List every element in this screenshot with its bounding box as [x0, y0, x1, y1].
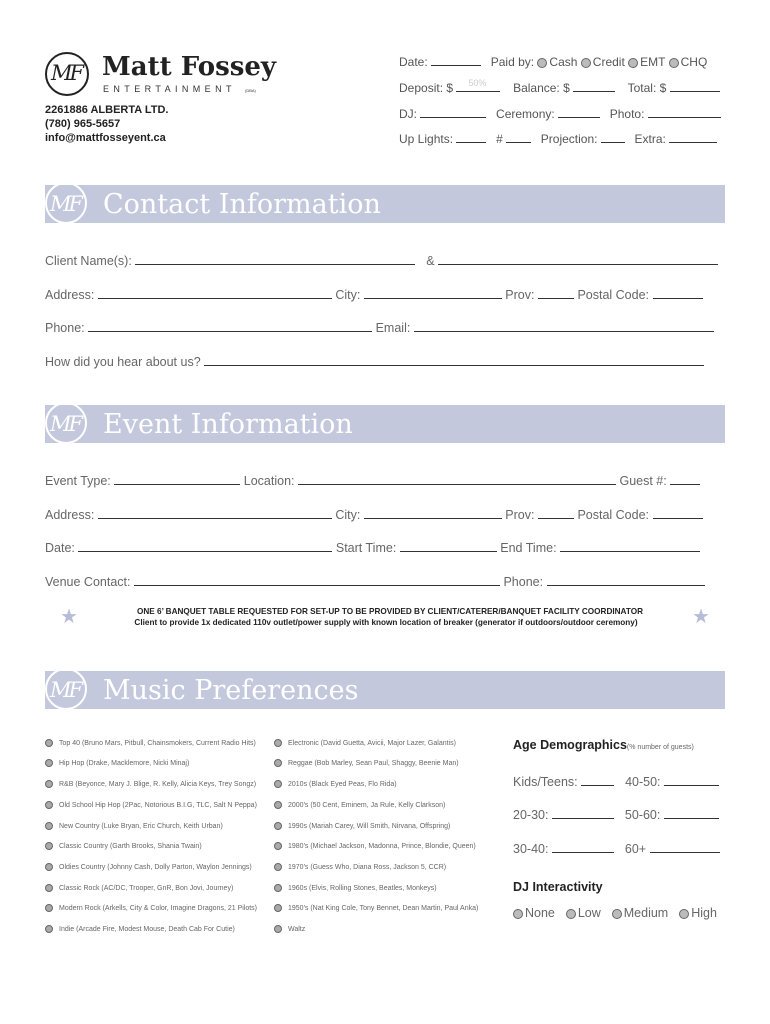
genre-checkbox-icon[interactable]: [274, 739, 282, 747]
music-genre-item[interactable]: [274, 780, 397, 788]
event-guest-label: Guest #:: [619, 474, 667, 488]
contact-phone-field[interactable]: [88, 317, 372, 332]
event-end-label: End Time:: [500, 541, 557, 555]
client-name-field-2[interactable]: [438, 250, 718, 265]
contact-row-address: [45, 284, 703, 302]
company-logo: [45, 52, 277, 102]
total-label: Total: $: [627, 81, 667, 95]
music-genre-item[interactable]: [45, 925, 235, 933]
music-genre-item[interactable]: [274, 822, 450, 830]
genre-checkbox-icon[interactable]: [45, 739, 53, 747]
mf-badge-letters: MF: [50, 192, 81, 216]
ceremony-label: Ceremony:: [496, 107, 555, 121]
contact-address-label: Address:: [45, 288, 95, 302]
payment-row-1: [399, 51, 707, 69]
venue-contact-field[interactable]: [134, 571, 500, 586]
genre-label: Modern Rock (Arkells, City & Color, Imagine Dragons, 21 Pilots): [59, 904, 258, 912]
venue-contact-label: Venue Contact:: [45, 575, 131, 589]
event-address-field[interactable]: [98, 504, 332, 519]
photo-label: Photo:: [609, 107, 645, 121]
genre-label: Top 40 (Bruno Mars, Pitbull, Chainsmokers, Current Radio Hits): [59, 739, 256, 747]
projection-field[interactable]: [601, 128, 625, 143]
dj-field[interactable]: [420, 103, 486, 118]
music-genre-item[interactable]: [45, 842, 202, 850]
genre-label: 1970's (Guess Who, Diana Ross, Jackson 5, CCR): [288, 863, 447, 871]
age-40-50-field[interactable]: [664, 771, 719, 786]
star-left-icon: ★: [60, 606, 78, 628]
age-row-3: [513, 838, 720, 856]
genre-checkbox-icon[interactable]: [274, 925, 282, 933]
contact-prov-field[interactable]: [538, 284, 574, 299]
genre-checkbox-icon[interactable]: [45, 801, 53, 809]
genre-checkbox-icon[interactable]: [45, 904, 53, 912]
event-date-field[interactable]: [78, 537, 332, 552]
genre-label: Waltz: [288, 925, 306, 933]
contact-postal-field[interactable]: [653, 284, 703, 299]
age-40-50-label: 40-50:: [625, 775, 661, 789]
photo-field[interactable]: [648, 103, 721, 118]
radio-medium[interactable]: [612, 909, 622, 919]
event-type-label: Event Type:: [45, 474, 111, 488]
option-high-label: High: [691, 906, 717, 920]
company-email: info@mattfosseyent.ca: [45, 132, 166, 144]
company-name: Matt Fossey: [102, 52, 277, 82]
contact-row-heard: [45, 351, 704, 369]
age-50-60-field[interactable]: [664, 804, 719, 819]
dj-interactivity-title: DJ Interactivity: [513, 880, 603, 894]
genre-checkbox-icon[interactable]: [274, 863, 282, 871]
genre-checkbox-icon[interactable]: [274, 842, 282, 850]
event-guest-field[interactable]: [670, 470, 700, 485]
company-phone: (780) 965-5657: [45, 118, 121, 130]
contact-row-phone: [45, 317, 714, 335]
event-postal-field[interactable]: [653, 504, 703, 519]
contact-section-banner: [45, 185, 725, 223]
balance-field[interactable]: [573, 77, 615, 92]
deposit-hint: 50%: [468, 78, 487, 88]
option-cash-label: Cash: [549, 55, 578, 69]
radio-high[interactable]: [679, 909, 689, 919]
music-genre-item[interactable]: [45, 780, 256, 788]
extra-label: Extra:: [634, 132, 666, 146]
music-genre-item[interactable]: [274, 925, 305, 933]
contact-section-title: Contact Information: [103, 189, 381, 220]
mf-badge-letters: MF: [50, 678, 81, 702]
music-genre-item[interactable]: [274, 842, 476, 850]
option-emt-label: EMT: [640, 55, 666, 69]
dj-interactivity-options: [513, 906, 717, 920]
deposit-label: Deposit: $: [399, 81, 454, 95]
event-row-date: [45, 537, 700, 555]
date-label: Date:: [399, 55, 428, 69]
genre-label: Classic Rock (AC/DC, Trooper, GnR, Bon Jovi, Journey): [59, 884, 234, 892]
option-credit-label: Credit: [592, 55, 625, 69]
genre-checkbox-icon[interactable]: [274, 904, 282, 912]
contact-city-field[interactable]: [364, 284, 502, 299]
logo-initials: MF: [51, 61, 82, 85]
option-none-label: None: [525, 906, 555, 920]
genre-checkbox-icon[interactable]: [45, 822, 53, 830]
genre-checkbox-icon[interactable]: [274, 801, 282, 809]
age-30-40-label: 30-40:: [513, 842, 549, 856]
event-date-label: Date:: [45, 541, 75, 555]
company-mark: (DBA): [245, 88, 256, 93]
event-prov-label: Prov:: [505, 508, 535, 522]
music-genre-item[interactable]: [274, 801, 445, 809]
total-field[interactable]: [670, 77, 720, 92]
genre-checkbox-icon[interactable]: [45, 759, 53, 767]
event-section-title: Event Information: [103, 409, 353, 440]
genre-checkbox-icon[interactable]: [45, 884, 53, 892]
genre-checkbox-icon[interactable]: [45, 780, 53, 788]
genre-label: 2010s (Black Eyed Peas, Flo Rida): [288, 780, 397, 788]
contact-postal-label: Postal Code:: [577, 288, 650, 302]
age-50-60-label: 50-60:: [624, 808, 661, 822]
payment-row-2: [399, 77, 720, 95]
event-type-field[interactable]: [114, 470, 240, 485]
age-30-40-field[interactable]: [552, 838, 614, 853]
contact-address-field[interactable]: [98, 284, 332, 299]
heard-about-field[interactable]: [204, 351, 704, 366]
event-start-field[interactable]: [400, 537, 497, 552]
event-city-field[interactable]: [364, 504, 502, 519]
uplights-label: Up Lights:: [399, 132, 454, 146]
age-demographics-hint: (% number of guests): [626, 744, 694, 751]
age-20-30-field[interactable]: [552, 804, 614, 819]
contact-row-client: [45, 250, 718, 268]
age-kids-field[interactable]: [581, 771, 614, 786]
event-address-label: Address:: [45, 508, 95, 522]
genre-label: 1960s (Elvis, Rolling Stones, Beatles, Monkeys): [288, 884, 437, 892]
music-genre-item[interactable]: [45, 884, 233, 892]
venue-phone-label: Phone:: [503, 575, 544, 589]
genre-checkbox-icon[interactable]: [274, 780, 282, 788]
genre-label: Reggae (Bob Marley, Sean Paul, Shaggy, Beenie Man): [288, 759, 459, 767]
contact-phone-label: Phone:: [45, 321, 85, 335]
mf-badge-letters: MF: [50, 412, 81, 436]
balance-label: Balance: $: [513, 81, 570, 95]
event-row-type: [45, 470, 700, 488]
music-genre-item[interactable]: [274, 759, 459, 767]
genre-checkbox-icon[interactable]: [274, 822, 282, 830]
genre-checkbox-icon[interactable]: [45, 842, 53, 850]
genre-label: 1990s (Mariah Carey, Will Smith, Nirvana, Offspring): [288, 822, 451, 830]
music-genre-item[interactable]: [45, 739, 256, 747]
music-section-title: Music Preferences: [103, 675, 359, 706]
event-section-banner: [45, 405, 725, 443]
genre-label: Electronic (David Guetta, Avicii, Major Lazer, Galantis): [288, 739, 456, 747]
genre-label: New Country (Luke Bryan, Eric Church, Keith Urban): [59, 822, 223, 830]
genre-label: R&B (Beyonce, Mary J. Blige, R. Kelly, Alicia Keys, Trey Songz): [59, 780, 257, 788]
music-genre-item[interactable]: [274, 904, 478, 912]
contact-email-label: Email:: [375, 321, 411, 335]
event-prov-field[interactable]: [538, 504, 574, 519]
age-60-plus-field[interactable]: [650, 838, 720, 853]
genre-checkbox-icon[interactable]: [274, 884, 282, 892]
age-20-30-label: 20-30:: [513, 808, 549, 822]
genre-label: 1950's (Nat King Cole, Tony Bennet, Dean Martin, Paul Anka): [288, 904, 479, 912]
event-postal-label: Postal Code:: [577, 508, 650, 522]
number-label: #: [496, 132, 503, 146]
radio-emt[interactable]: [628, 58, 638, 68]
company-subtitle: ENTERTAINMENT: [103, 84, 236, 94]
event-location-label: Location:: [243, 474, 295, 488]
music-genre-item[interactable]: [45, 822, 223, 830]
event-location-field[interactable]: [298, 470, 616, 485]
genre-label: 1980's (Michael Jackson, Madonna, Prince, Blondie, Queen): [288, 842, 476, 850]
age-demographics-title: Age Demographics: [513, 738, 627, 752]
notice-line-2: Client to provide 1x dedicated 110v outlet/power supply with known location of breaker (generator if outdoors/outdoor ceremony): [134, 618, 638, 627]
number-field[interactable]: [506, 128, 531, 143]
radio-credit[interactable]: [581, 58, 591, 68]
projection-label: Projection:: [540, 132, 598, 146]
age-row-1: [513, 771, 719, 789]
extra-field[interactable]: [669, 128, 717, 143]
genre-checkbox-icon[interactable]: [274, 759, 282, 767]
music-genre-item[interactable]: [274, 863, 446, 871]
dj-label: DJ:: [399, 107, 417, 121]
date-field[interactable]: [431, 51, 481, 66]
music-genre-item[interactable]: [274, 884, 437, 892]
age-60-plus-label: 60+: [624, 842, 647, 856]
star-right-icon: ★: [692, 606, 710, 628]
event-row-address: [45, 504, 703, 522]
genre-label: Old School Hip Hop (2Pac, Notorious B.I.G, TLC, Salt N Peppa): [59, 801, 257, 809]
music-genre-item[interactable]: [45, 759, 189, 767]
genre-label: Hip Hop (Drake, Macklemore, Nicki Minaj): [59, 759, 190, 767]
payment-row-3: [399, 103, 721, 121]
payment-row-4: [399, 128, 717, 146]
company-legal-name: 2261886 ALBERTA LTD.: [45, 104, 169, 116]
heard-about-label: How did you hear about us?: [45, 355, 201, 369]
contact-city-label: City:: [335, 288, 361, 302]
genre-label: Oldies Country (Johnny Cash, Dolly Parton, Waylon Jennings): [59, 863, 252, 871]
music-genre-item[interactable]: [45, 904, 257, 912]
event-city-label: City:: [335, 508, 361, 522]
age-demographics-title-row: [513, 736, 694, 754]
age-kids-label: Kids/Teens:: [513, 775, 578, 789]
genre-checkbox-icon[interactable]: [45, 925, 53, 933]
age-row-2: [513, 804, 719, 822]
venue-phone-field[interactable]: [547, 571, 705, 586]
radio-low[interactable]: [566, 909, 576, 919]
deposit-field[interactable]: [456, 77, 500, 92]
ceremony-field[interactable]: [558, 103, 600, 118]
contact-prov-label: Prov:: [505, 288, 535, 302]
paid-by-label: Paid by:: [490, 55, 535, 69]
radio-cash[interactable]: [537, 58, 547, 68]
music-section-banner: [45, 671, 725, 709]
client-and-label: &: [426, 254, 435, 268]
radio-none[interactable]: [513, 909, 523, 919]
genre-label: 2000's (50 Cent, Eminem, Ja Rule, Kelly Clarkson): [288, 801, 446, 809]
option-low-label: Low: [577, 906, 601, 920]
event-row-venue: [45, 571, 705, 589]
contact-email-field[interactable]: [414, 317, 714, 332]
genre-label: Classic Country (Garth Brooks, Shania Twain): [59, 842, 202, 850]
music-genre-item[interactable]: [45, 801, 257, 809]
genre-label: Indie (Arcade Fire, Modest Mouse, Death Cab For Cutie): [59, 925, 235, 933]
event-start-label: Start Time:: [335, 541, 397, 555]
music-genre-item[interactable]: [274, 739, 456, 747]
client-name-label: Client Name(s):: [45, 254, 132, 268]
genre-checkbox-icon[interactable]: [45, 863, 53, 871]
notice-line-1: ONE 6’ BANQUET TABLE REQUESTED FOR SET-UP TO BE PROVIDED BY CLIENT/CATERER/BANQUET FACILITY COORDINATOR: [137, 607, 643, 616]
option-medium-label: Medium: [623, 906, 669, 920]
option-chq-label: CHQ: [680, 55, 708, 69]
client-name-field-1[interactable]: [135, 250, 415, 265]
radio-chq[interactable]: [669, 58, 679, 68]
uplights-field[interactable]: [456, 128, 486, 143]
music-genre-item[interactable]: [45, 863, 252, 871]
event-end-field[interactable]: [560, 537, 700, 552]
